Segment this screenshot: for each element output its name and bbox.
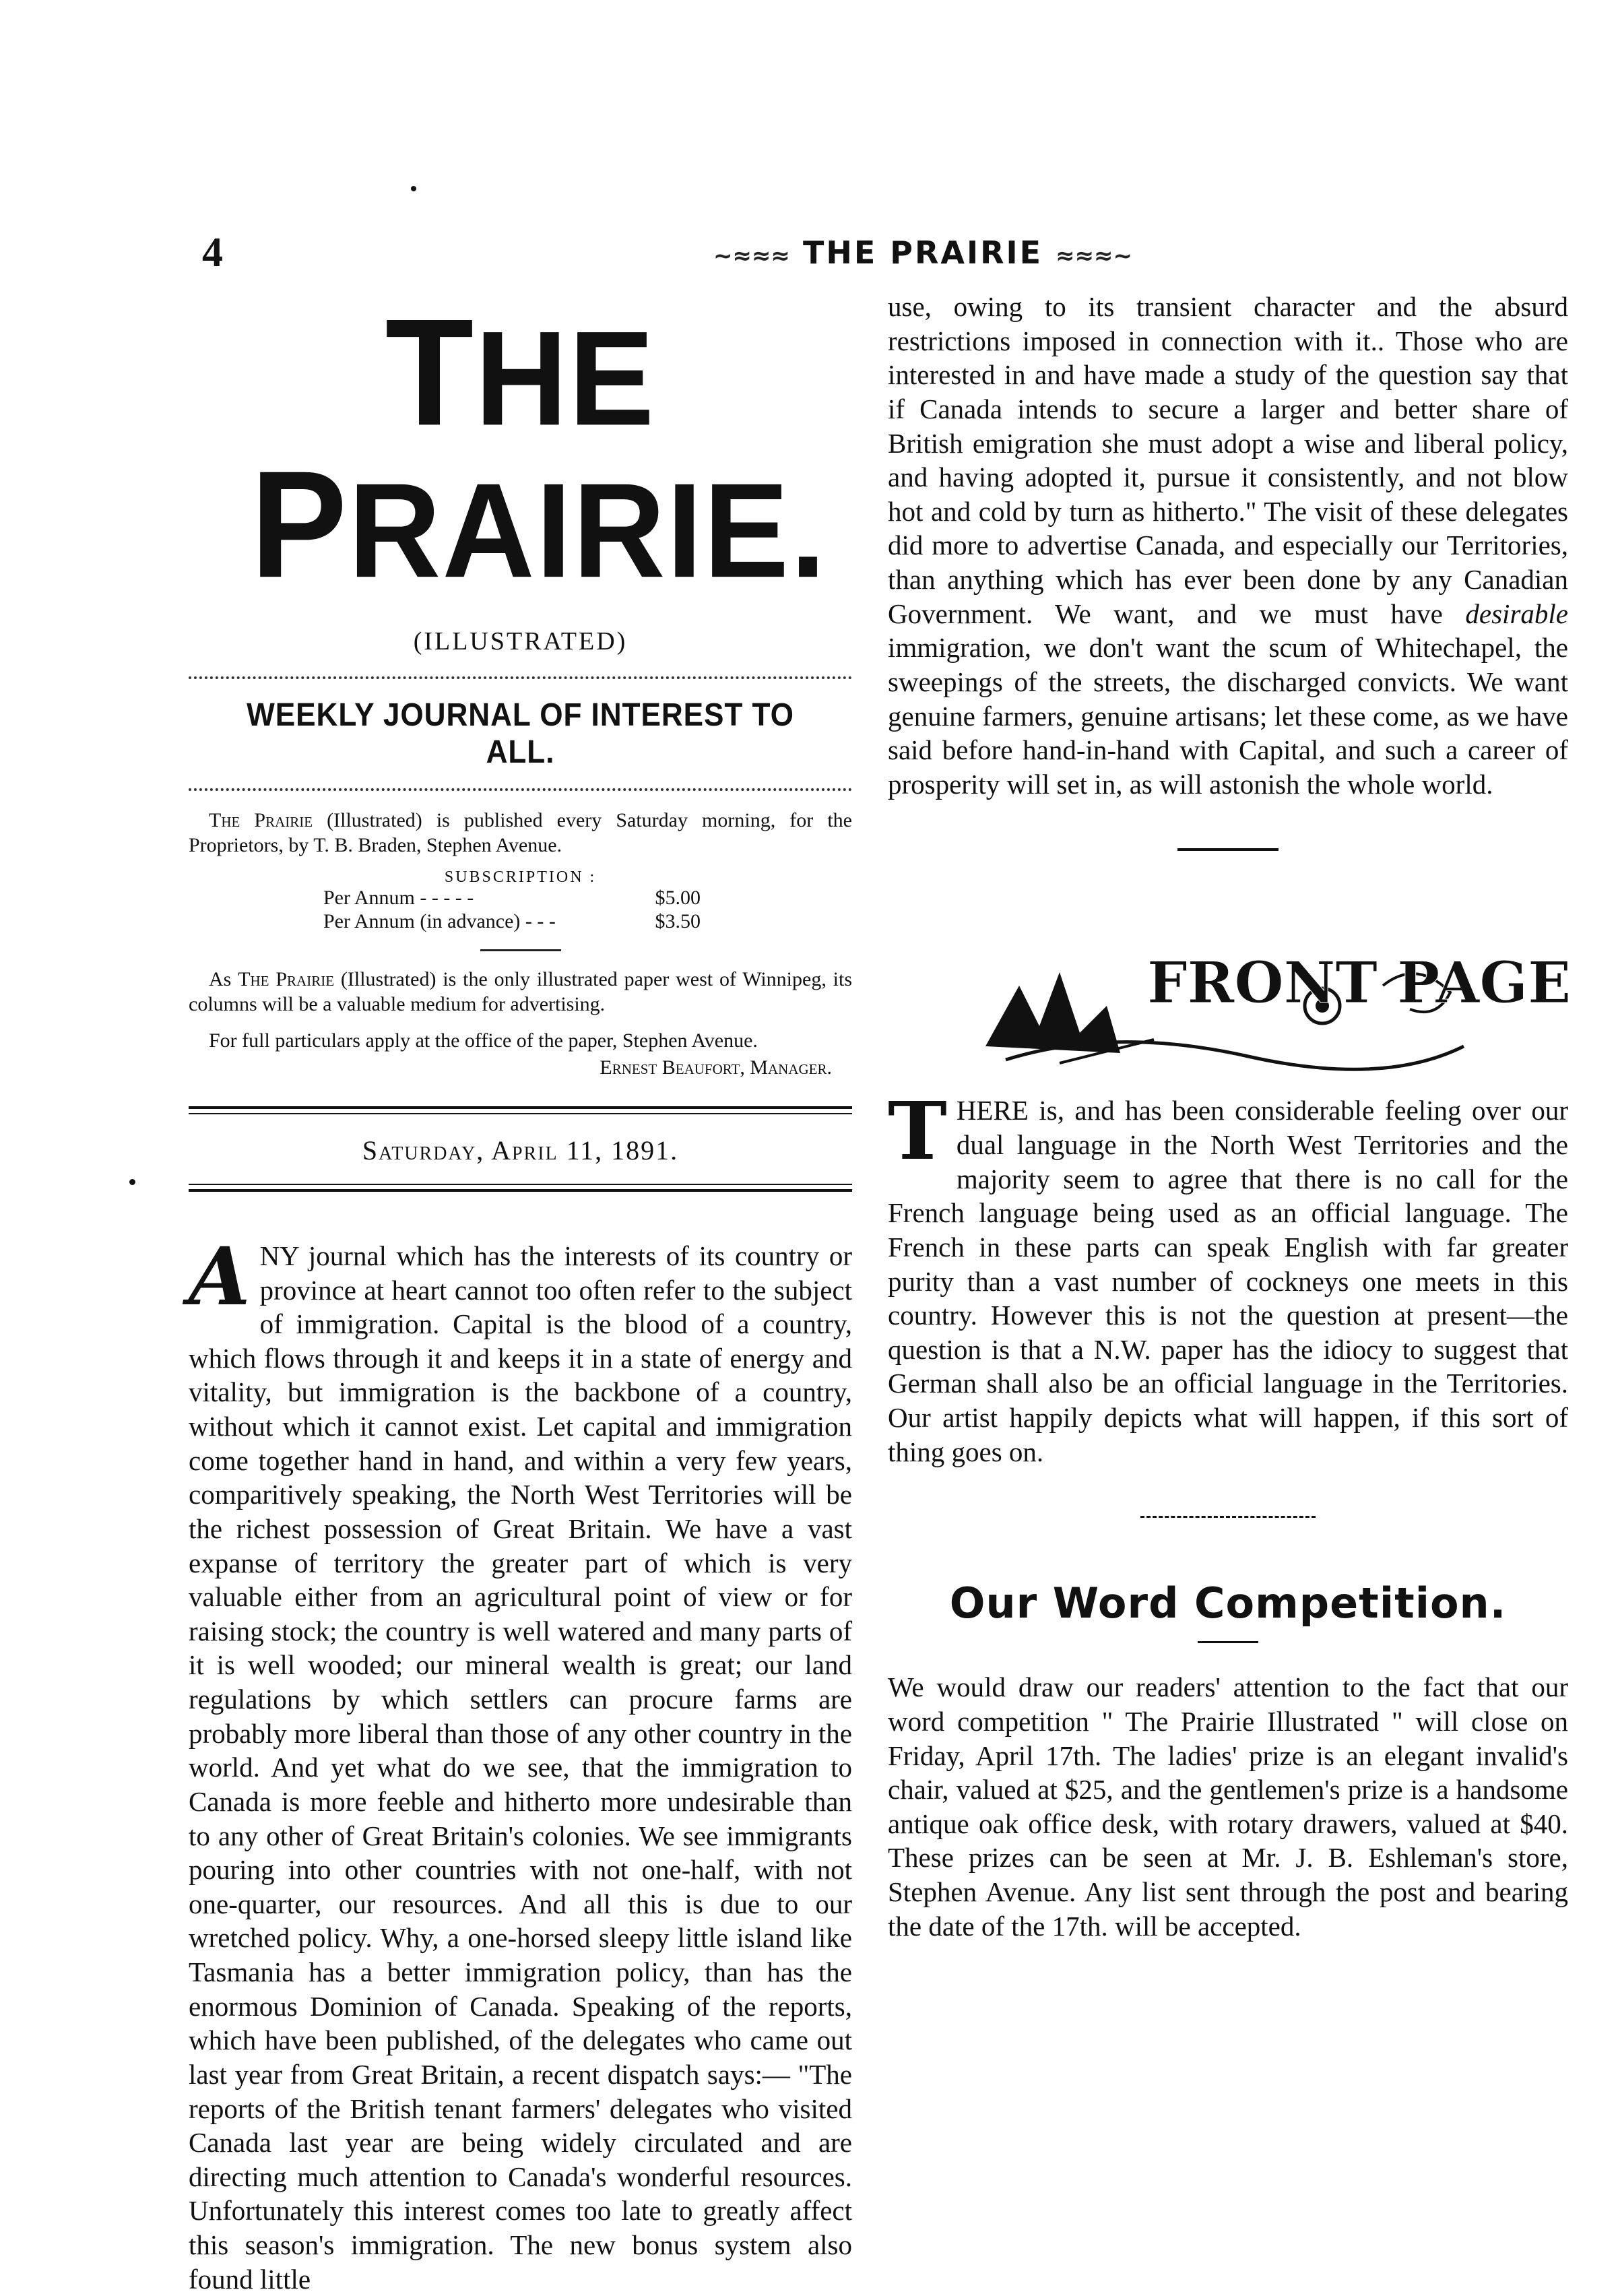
speck xyxy=(411,186,416,191)
subscription-heading: SUBSCRIPTION : xyxy=(444,868,597,887)
masthead-subtitle: (ILLUSTRATED) xyxy=(413,627,628,656)
double-divider xyxy=(189,1184,852,1192)
masthead-title: THE PRAIRIE. xyxy=(250,286,827,610)
editorial-article: ANY journal which has the interests of its country or province at heart cannot too often refer to the subject of immigration. Capital is the blood of a country, which flows through it and keeps it in a state of energy and vitality, but immigration is the backbone of a country, without which it cannot exist. Let capital and immigration come together hand in hand, and within a very few years, comparitively speaking, the North West Territories will be the richest possession of Great Britain. We have a vast expanse of territory the greater part of which is very valuable either from an agricultural point of view or for raising stock; the country is well watered and many parts of it is well wooded; our mineral wealth is great; our land regulations by which settlers can procure farms are probably more liberal than those of any other country in the world. And yet what do we see, that the immigration to Canada is more feeble and hitherto more undesirable than to any other of Great Britain's colonies. We see immigrants pouring into other countries with not one-half, with not one-quarter, our resources. And all this is due to our wretched policy. Why, a one-horsed sleepy little island like Tasmania has a better immigration policy, than has the enormous Dominion of Canada. Speaking of the reports, which have been published, of the delegates who came out last year from Great Britain, a recent dispatch says:— "The reports of the British tenant farmers' delegates who visited Canada last year are being widely circulated and are directing much attention to Canada's wonderful resources. Unfortunately this interest comes too late to greatly affect this season's immigration. The new bonus system also found little xyxy=(189,1229,852,2295)
manager-signature: Ernest Beaufort, Manager. xyxy=(600,1056,832,1079)
right-column xyxy=(888,290,1572,1943)
speck xyxy=(129,1179,135,1185)
double-divider xyxy=(189,1106,852,1114)
front-page-illustration xyxy=(979,945,1572,1073)
competition-title: Our Word Competition. xyxy=(949,1578,1507,1628)
short-divider xyxy=(1198,1641,1258,1643)
editorial-continuation: use, owing to its transient character and the absurd restrictions imposed in connection with it.. Those who are interested in and have made a study of the question say that if Canada intends to secure a larger and better share of British emigration she must adopt a wise and liberal policy, and having adopted it, pursue it consistently, and not blow hot and cold by turn as hitherto." The visit of these delegates did more to advertise Canada, and especially our Territories, than anything which has ever been done by any Canadian Government. We want, and we must have desirable immigration, we don't want the scum of Whitechapel, the sweepings of the streets, the discharged convicts. We want genuine farmers, genuine artisans; let these come, as we have said before hand-in-hand with Capital, and such a career of prosperity will set in, as will astonish the whole world. xyxy=(888,291,1568,800)
price-row: Per Annum - - - - - $5.00 xyxy=(323,887,701,910)
scroll-ornament-right-icon: ≈≈≈~ xyxy=(1056,243,1133,269)
left-column xyxy=(189,286,853,2296)
running-head-title: THE PRAIRIE xyxy=(802,234,1043,271)
dateline: Saturday, April 11, 1891. xyxy=(362,1135,679,1166)
dotted-divider xyxy=(189,788,852,791)
front-page-article: THERE is, and has been considerable feeling over our dual language in the North West Territories and the majority seem to agree that there is no call for the French language being used as an official language. The French in these parts can speak English with far greater purity than a vast number of cockneys one meets in this country. However this is not the question at present—the question is that a N.W. paper has the idiocy to suggest that German shall also be an official language in the Territories. Our artist happily depicts what will happen, if this sort of thing goes on. xyxy=(888,1084,1568,1467)
short-divider xyxy=(480,949,561,951)
dashed-divider xyxy=(1140,1516,1316,1518)
scroll-ornament-left-icon: ~≈≈≈ xyxy=(713,243,790,269)
short-divider xyxy=(1177,848,1279,851)
dotted-divider xyxy=(189,676,852,679)
particulars-notice: For full particulars apply at the office of the paper, Stephen Avenue. xyxy=(209,1029,758,1052)
front-page-art-label: FRONT PAGE xyxy=(1147,949,1572,1017)
advertising-notice: As The Prairie (Illustrated) is the only illustrated paper west of Winnipeg, its columns will be a valuable medium for advertising. xyxy=(189,968,853,1015)
competition-article: We would draw our readers' attention to the fact that our word competition " The Prairie Illustrated " will close on Friday, April 17th. The ladies' prize is an elegant invalid's chair, valued at $25, and the gentlemen's prize is a handsome antique oak office desk, with rotary drawers, valued at $40. These prizes can be seen at Mr. J. B. Eshleman's store, Stephen Avenue. Any list sent through the post and bearing the date of the 17th. will be accepted. xyxy=(888,1671,1568,1942)
page-number: 4 xyxy=(202,230,223,276)
dropcap: T xyxy=(888,1084,947,1178)
publishing-notice: The Prairie (Illustrated) is published every Saturday morning, for the Proprietors, by T. B. Braden, Stephen Avenue. xyxy=(189,809,852,856)
masthead-tagline: WEEKLY JOURNAL OF INTEREST TO ALL. xyxy=(247,697,794,770)
dropcap: A xyxy=(189,1229,251,1323)
price-row: Per Annum (in advance) - - - $3.50 xyxy=(323,910,701,932)
running-head xyxy=(633,234,1212,271)
